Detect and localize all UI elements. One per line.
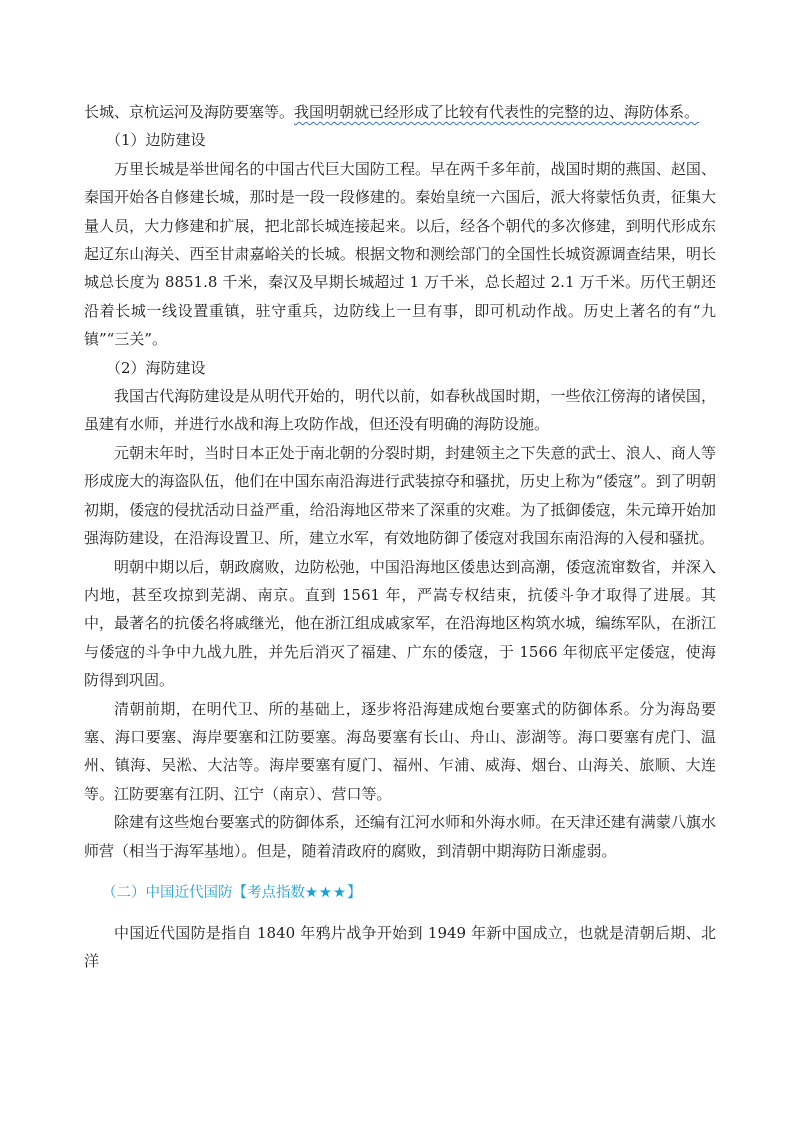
exam-index-label: 【考点指数 [232, 884, 305, 901]
underlined-sentence: 我国明朝就已经形成了比较有代表性的完整的边、海防体系。 [294, 103, 700, 121]
paragraph-modern-defense: 中国近代国防是指自 1840 年鸦片战争开始到 1949 年新中国成立，也就是清朝后期、北洋 [84, 923, 716, 971]
paragraph-qing-navy: 除建有这些炮台要塞式的防御体系，还编有江河水师和外海水师。在天津还建有满蒙八旗水师营（相当于海军基地）。但是，随着清政府的腐败，到清朝中期海防日渐虚弱。 [84, 813, 716, 860]
document-body [84, 98, 716, 976]
intro-paragraph [84, 98, 716, 126]
paragraph-ancient-coastal: 我国古代海防建设是从明代开始的，明代以前，如春秋战国时期，一些依江傍海的诸侯国，虽建有水师，并进行水战和海上攻防作战，但还没有明确的海防设施。 [84, 387, 716, 434]
paragraph-great-wall: 万里长城是举世闻名的中国古代巨大国防工程。早在两千多年前，战国时期的燕国、赵国、秦国开始各自修建长城，那时是一段一段修建的。秦始皇统一六国后，派大将蒙恬负责，征集大量人员，大力修建和扩展，把北部长城连接起来。以后，经各个朝代的多次修建，到明代形成东起辽东山海关、西至甘肃嘉峪关的长城。根据文物和测绘部门的全国性长城资源调查结果，明长城总长度为 8851.8 千米，秦汉及早期长城超过 1 万千米，总长超过 2.1 万千米。历代王朝还沿着长城一线设置重镇，驻守重兵，边防线上一旦有事，即可机动作战。历史上著名的有“九镇”“三关”。 [84, 159, 716, 349]
subheading-border-defense: （1）边防建设 [106, 131, 206, 150]
exam-index-close: 】 [347, 884, 362, 901]
subheading-coastal-defense: （2）海防建设 [106, 358, 206, 377]
intro-text: 长城、京杭运河及海防要塞等。 [84, 103, 295, 121]
section-title: （二）中国近代国防 [102, 884, 233, 901]
paragraph-qing-fortress: 清朝前期，在明代卫、所的基础上，逐步将沿海建成炮台要塞式的防御体系。分为海岛要塞、海口要塞、海岸要塞和江防要塞。海岛要塞有长山、舟山、澎湖等。海口要塞有虎门、温州、镇海、吴淞、大沽等。海岸要塞有厦门、福州、乍浦、威海、烟台、山海关、旅顺、大连等。江防要塞有江阴、江宁（南京）、营口等。 [84, 699, 716, 803]
section-heading-modern-defense [84, 879, 716, 907]
star-rating-icon: ★★★ [305, 884, 347, 901]
paragraph-mid-ming: 明朝中期以后，朝政腐败，边防松弛，中国沿海地区倭患达到高潮，倭寇流窜数省，并深入内地，甚至攻掠到芜湖、南京。直到 1561 年，严嵩专权结束，抗倭斗争才取得了进展。其中，最著名的抗倭名将戚继光，他在浙江组成戚家军，在沿海地区构筑水城，编练军队，在浙江与倭寇的斗争中九战九胜，并先后消灭了福建、广东的倭寇，于 1566 年彻底平定倭寇，使海防得到巩固。 [84, 557, 716, 690]
paragraph-wokou: 元朝末年时，当时日本正处于南北朝的分裂时期，封建领主之下失意的武士、浪人、商人等形成庞大的海盗队伍，他们在中国东南沿海进行武装掠夺和骚扰，历史上称为“倭寇”。到了明朝初期，倭寇的侵扰活动日益严重，给沿海地区带来了深重的灾难。为了抵御倭寇，朱元璋开始加强海防建设，在沿海设置卫、所，建立水军，有效地防御了倭寇对我国东南沿海的入侵和骚扰。 [84, 443, 716, 548]
